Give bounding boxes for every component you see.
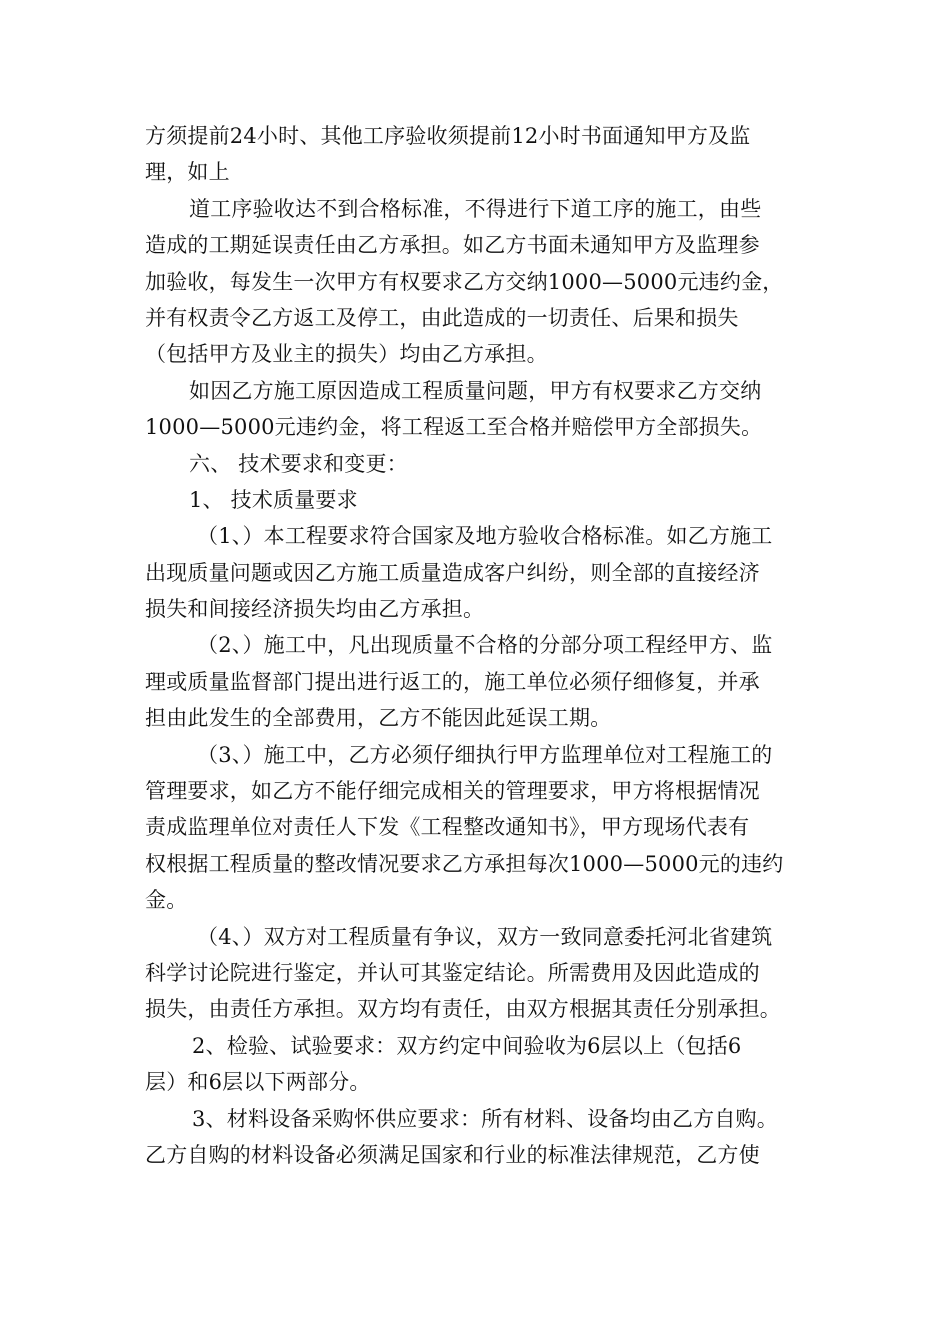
text-line: 理或质量监督部门提出进行返工的，施工单位必须仔细修复，并承 [145, 669, 760, 694]
section-heading: 六、 技术要求和变更： [189, 451, 408, 476]
text-line: 造成的工期延误责任由乙方承担。如乙方书面未通知甲方及监理参 [145, 233, 760, 258]
document-body [145, 118, 807, 1173]
subsection-heading: 1、 技术质量要求 [189, 487, 358, 512]
text-line: （2、）施工中，凡出现质量不合格的分部分项工程经甲方、监 [197, 633, 773, 658]
text-line: （4、）双方对工程质量有争议，双方一致同意委托河北省建筑 [197, 924, 773, 949]
text-line: （1、）本工程要求符合国家及地方验收合格标准。如乙方施工 [197, 524, 773, 549]
text-line: 损失和间接经济损失均由乙方承担。 [145, 597, 485, 622]
text-line: 层）和6层以下两部分。 [145, 1070, 371, 1095]
text-line: 担由此发生的全部费用，乙方不能因此延误工期。 [145, 706, 612, 731]
text-line: （3、）施工中，乙方必须仔细执行甲方监理单位对工程施工的 [197, 742, 773, 767]
text-line: 并有权责令乙方返工及停工，由此造成的一切责任、后果和损失 [145, 305, 739, 330]
text-line: 乙方自购的材料设备必须满足国家和行业的标准法律规范，乙方使 [145, 1142, 760, 1167]
text-line: （包括甲方及业主的损失）均由乙方承担。 [145, 342, 548, 367]
text-line: 2、检验、试验要求：双方约定中间验收为6层以上（包括6 [192, 1033, 742, 1058]
text-line: 金。 [145, 888, 188, 913]
text-line: 加验收，每发生一次甲方有权要求乙方交纳1000—5000元违约金， [145, 269, 784, 294]
text-line: 科学讨论院进行鉴定，并认可其鉴定结论。所需费用及因此造成的 [145, 960, 760, 985]
text-line: 管理要求，如乙方不能仔细完成相关的管理要求，甲方将根据情况 [145, 779, 760, 804]
text-line: 损失，由责任方承担。双方均有责任，由双方根据其责任分别承担。 [145, 997, 781, 1022]
text-line: 方须提前24小时、其他工序验收须提前12小时书面通知甲方及监 [145, 124, 751, 148]
text-line: 道工序验收达不到合格标准，不得进行下道工序的施工，由些 [189, 196, 762, 221]
text-line: 出现质量问题或因乙方施工质量造成客户纠纷，则全部的直接经济 [145, 560, 760, 585]
text-line: 责成监理单位对责任人下发《工程整改通知书》，甲方现场代表有 [145, 815, 750, 840]
text-line: 3、材料设备采购怀供应要求：所有材料、设备均由乙方自购。 [192, 1106, 778, 1131]
text-line: 理，如上 [145, 160, 230, 185]
text-line: 权根据工程质量的整改情况要求乙方承担每次1000—5000元的违约 [145, 851, 784, 876]
text-line: 1000—5000元违约金，将工程返工至合格并赔偿甲方全部损失。 [145, 415, 763, 440]
text-line: 如因乙方施工原因造成工程质量问题，甲方有权要求乙方交纳 [189, 378, 762, 403]
